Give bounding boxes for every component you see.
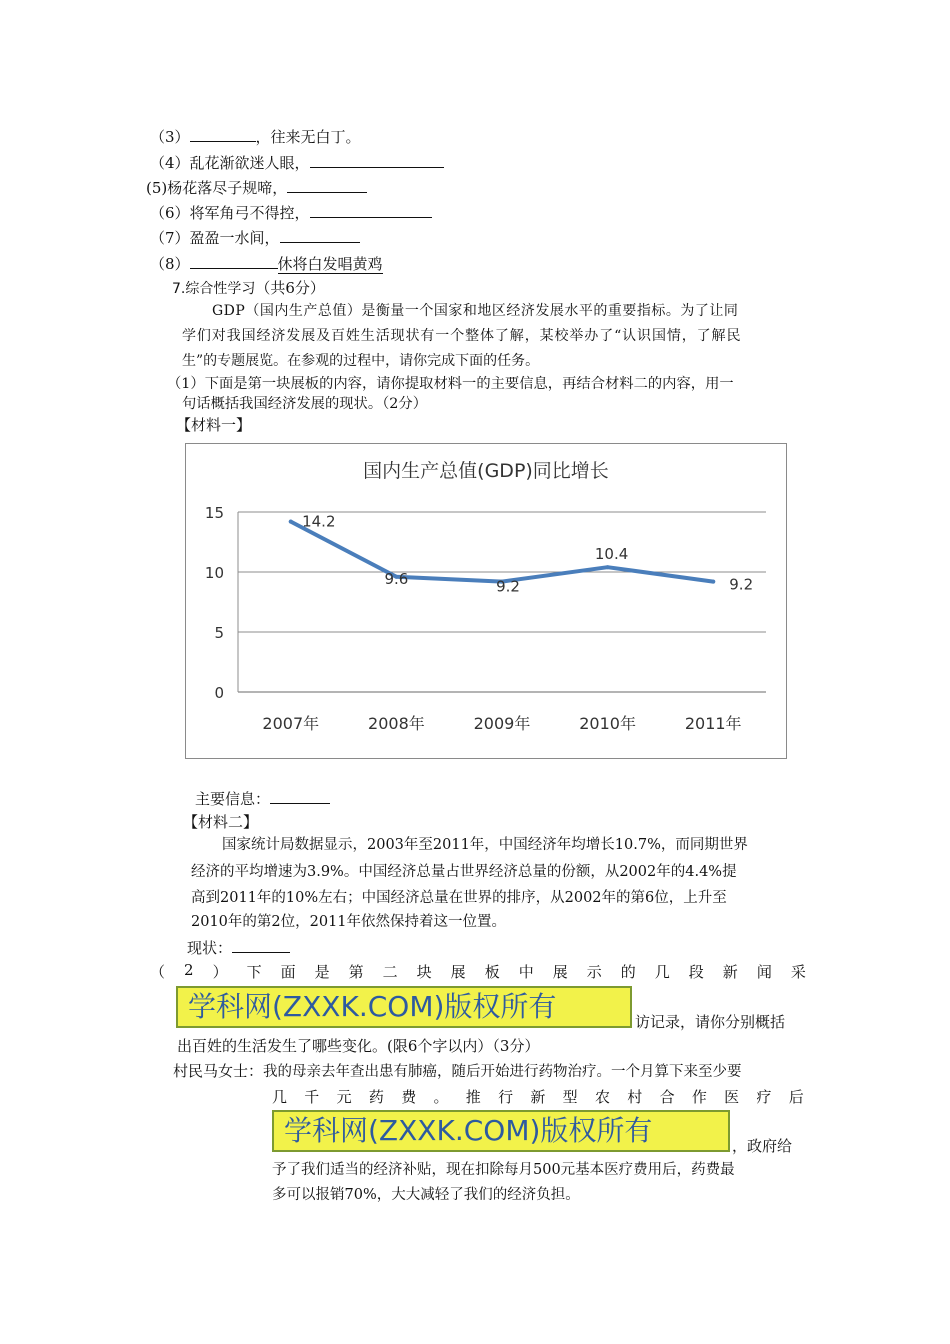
y-tick-label: 0 <box>214 684 224 702</box>
intro-line-3: 生”的专题展览。在参观的过程中，请你完成下面的任务。 <box>182 353 540 369</box>
material-1-label: 【材料一】 <box>176 416 252 434</box>
villager-line-3: ，政府给 <box>732 1137 793 1155</box>
question-8 <box>150 253 383 274</box>
material-2-line-2: 经济的平均增速为3.9%。中国经济总量占世界经济总量的份额，从2002年的4.4%提 <box>191 864 737 880</box>
x-tick-label: 2011年 <box>684 714 742 733</box>
data-label: 9.2 <box>729 575 754 594</box>
material-2-line-1: 国家统计局数据显示，2003年至2011年，中国经济年均增长10.7%，而同期世界 <box>222 837 748 853</box>
question-5 <box>146 177 367 198</box>
q2-char: 第 <box>348 963 364 981</box>
answer-blank[interactable] <box>310 202 432 218</box>
q2-char: 面 <box>280 963 296 981</box>
villager-char: 疗 <box>756 1088 772 1106</box>
question-text: 休将白发唱黄鸡 <box>277 255 383 273</box>
material-2-label: 【材料二】 <box>183 813 259 831</box>
intro-line-2: 学们对我国经济发展及百姓生活现状有一个整体了解，某校举办了“认识国情，了解民 <box>182 328 742 344</box>
answer-blank[interactable] <box>287 177 367 193</box>
question-text: 杨花落尽子规啼， <box>167 179 288 197</box>
answer-blank[interactable] <box>280 227 360 243</box>
section-7-heading <box>172 278 325 299</box>
question-number: (5) <box>146 179 168 197</box>
question-text: ，往来无白丁。 <box>255 128 361 146</box>
q1-line-1: （1）下面是第一块展板的内容，请你提取材料一的主要信息，再结合材料二的内容，用一 <box>167 376 734 392</box>
question-7 <box>150 227 360 248</box>
status-blank[interactable] <box>232 937 290 953</box>
data-label: 10.4 <box>594 545 629 564</box>
question-4 <box>150 152 444 173</box>
gdp-series-line <box>291 522 713 582</box>
q2-char: 新 <box>722 963 738 981</box>
question-6 <box>150 202 432 223</box>
q2-char: 中 <box>518 963 534 981</box>
villager-char: 费 <box>401 1088 417 1106</box>
question-number: （3） <box>150 128 190 146</box>
q2-char: 是 <box>314 963 330 981</box>
villager-char: 合 <box>659 1088 675 1106</box>
q2-char: 示 <box>586 963 602 981</box>
villager-char: 行 <box>498 1088 514 1106</box>
y-tick-label: 5 <box>214 624 224 642</box>
q2-char: 几 <box>654 963 670 981</box>
q2-char: 展 <box>552 963 568 981</box>
section-score: （共6分） <box>255 279 325 297</box>
question-text: 将军角弓不得控， <box>189 204 310 222</box>
q2-char: 段 <box>688 963 704 981</box>
data-point <box>606 565 610 569</box>
x-tick-label: 2008年 <box>368 714 425 733</box>
section-title: 7.综合性学习 <box>172 281 256 297</box>
answer-blank[interactable] <box>310 152 444 168</box>
villager-char: 型 <box>562 1088 578 1106</box>
q2-char: 2 <box>184 961 194 979</box>
y-tick-label: 10 <box>204 564 224 582</box>
q2-char: 的 <box>620 963 636 981</box>
q2-char: 下 <box>246 963 262 981</box>
watermark-banner: 学科网(ZXXK.COM)版权所有 <box>176 986 632 1028</box>
answer-blank[interactable] <box>190 126 256 142</box>
q1-line-2: 句话概括我国经济发展的现状。（2分） <box>182 396 427 412</box>
gdp-line-chart <box>186 444 786 758</box>
x-tick-label: 2007年 <box>262 714 320 733</box>
q2-char: 采 <box>790 963 806 981</box>
gdp-chart <box>185 443 787 759</box>
villager-char: 村 <box>627 1088 643 1106</box>
villager-char: 农 <box>594 1088 610 1106</box>
main-info <box>195 788 330 809</box>
villager-text: 我的母亲去年查出患有肺癌，随后开始进行药物治疗。一个月算下来至少要 <box>263 1064 742 1080</box>
villager-line-2 <box>272 1086 804 1107</box>
q2-line-3: 出百姓的生活发生了哪些变化。(限6个字以内）（3分） <box>177 1037 540 1055</box>
chart-title: 国内生产总值(GDP)同比增长 <box>363 460 609 482</box>
intro-line-1: GDP（国内生产总值）是衡量一个国家和地区经济发展水平的重要指标。为了让同 <box>212 303 739 319</box>
question-text: 盈盈一水间， <box>189 229 280 247</box>
villager-char: 新 <box>530 1088 546 1106</box>
question-number: （4） <box>150 154 190 172</box>
question-number: （8） <box>150 255 190 273</box>
q2-char: 块 <box>416 963 432 981</box>
data-label: 14.2 <box>302 512 336 531</box>
villager-char: 几 <box>272 1088 288 1106</box>
status <box>187 937 290 958</box>
q2-char: 二 <box>382 963 398 981</box>
villager-char: 推 <box>465 1088 481 1106</box>
q2-char: 板 <box>484 963 500 981</box>
villager-line-4: 予了我们适当的经济补贴，现在扣除每月500元基本医疗费用后，药费最 <box>272 1162 735 1178</box>
villager-char: 后 <box>788 1088 804 1106</box>
villager-label: 村民马女士： <box>173 1062 264 1080</box>
data-label: 9.6 <box>384 569 409 588</box>
q2-line-2: 访记录，请你分别概括 <box>635 1013 786 1031</box>
y-tick-label: 15 <box>204 504 224 522</box>
question-number: （7） <box>150 229 190 247</box>
villager-char: 药 <box>368 1088 384 1106</box>
main-info-label: 主要信息： <box>195 790 271 808</box>
data-point <box>289 520 293 524</box>
villager-char: 。 <box>433 1088 449 1106</box>
villager-char: 千 <box>304 1088 320 1106</box>
question-number: （6） <box>150 204 190 222</box>
material-2-line-4: 2010年的第2位，2011年依然保持着这一位置。 <box>191 914 507 930</box>
watermark-banner-2: 学科网(ZXXK.COM)版权所有 <box>272 1110 730 1152</box>
answer-blank[interactable] <box>190 253 278 269</box>
q2-char: 展 <box>450 963 466 981</box>
villager-line-5: 多可以报销70%，大大减轻了我们的经济负担。 <box>272 1187 580 1203</box>
q2-line-1 <box>150 961 806 982</box>
data-label: 9.2 <box>496 577 520 596</box>
x-tick-label: 2010年 <box>579 714 636 733</box>
villager-line-1 <box>173 1061 742 1082</box>
question-text: 乱花渐欲迷人眼， <box>189 154 310 172</box>
x-tick-label: 2009年 <box>473 714 531 733</box>
villager-char: 作 <box>691 1088 707 1106</box>
villager-char: 元 <box>336 1088 352 1106</box>
material-2-line-3: 高到2011年的10%左右；中国经济总量在世界的排序，从2002年的第6位，上升至 <box>191 890 727 906</box>
villager-char: 医 <box>724 1088 740 1106</box>
main-info-blank[interactable] <box>270 788 330 804</box>
q2-char: ） <box>212 963 228 981</box>
status-label: 现状： <box>187 939 233 957</box>
q2-char: （ <box>150 963 166 981</box>
data-point <box>711 580 715 584</box>
q2-char: 闻 <box>756 963 772 981</box>
question-3 <box>150 126 361 147</box>
